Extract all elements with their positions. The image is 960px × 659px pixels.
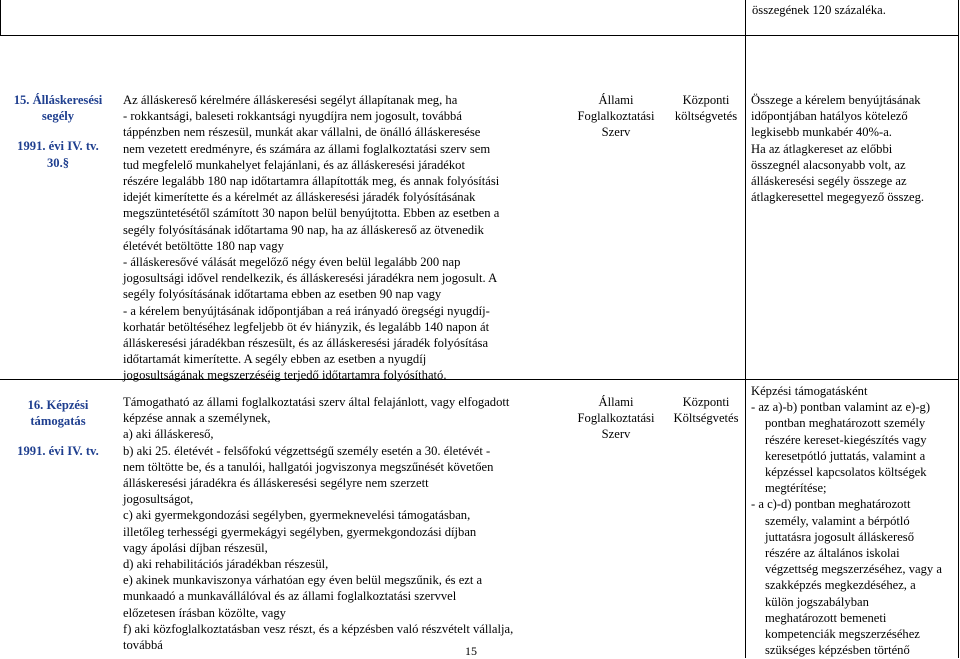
authority-line2: Foglalkoztatási: [577, 411, 655, 426]
description-line: Támogatható az állami foglalkoztatási szerv által felajánlott, vagy elfogadott: [123, 395, 510, 409]
description-line: időtartamát kimerítette. A segély ebben az esetben a nyugdíj: [123, 352, 427, 367]
row-16-amount: [751, 383, 955, 658]
row-16-description: [123, 394, 559, 653]
amount-line: időpontjában hatályos kötelező: [751, 109, 908, 124]
description-line: d) aki rehabilitációs járadékban részesül,: [123, 557, 329, 572]
amount-line: megtérítése;: [765, 481, 827, 496]
description-line: - rokkantsági, baleseti rokkantsági nyugdíjra nem jogosult, továbbá: [123, 109, 462, 124]
description-line: nem vezetett eredményre, és számára az állami foglalkoztatási szerv sem: [123, 141, 491, 156]
description-line: álláskeresési járadékban részesült, és az álláskeresési járadék folyósítása: [123, 336, 489, 351]
description-line: segély folyósításának időtartama 90 nap, ha az álláskereső az ötvenedik: [123, 222, 484, 237]
amount-line: legkisebb munkabér 40%-a.: [751, 125, 892, 140]
amount-line: összegnél alacsonyabb volt, az: [751, 157, 906, 172]
description-line: előzetesen írásban közölte, vagy: [123, 605, 286, 620]
row-15-law-line1: 1991. évi IV. tv.: [17, 139, 99, 154]
row-16-title-cell: [4, 397, 112, 460]
row-16-title-line2: támogatás: [30, 414, 86, 429]
row-15-title-cell: [4, 92, 112, 171]
authority-line3: Szerv: [601, 125, 631, 140]
amount-line: részére az általános iskolai: [765, 546, 900, 561]
amount-line: - a c)-d) pontban meghatározott: [751, 497, 911, 512]
description-line: tud megfelelő munkahelyet felajánlani, és az álláskeresési járadékot: [123, 157, 465, 172]
amount-line: Képzési támogatásként: [751, 384, 868, 398]
table-vertical-line-3: [958, 0, 959, 658]
description-line: jogosultságának megszerzéséig terjedő időtartamra folyósítható.: [123, 368, 447, 383]
amount-line: képzéssel kapcsolatos költségek: [765, 465, 927, 480]
row-15-amount: [751, 92, 951, 205]
amount-line: álláskeresési segély összege az: [751, 174, 907, 189]
description-line: továbbá: [123, 638, 163, 653]
amount-line: szükséges képzésben történő: [765, 643, 910, 658]
description-line: jogosultságot,: [123, 492, 194, 507]
amount-line: pontban meghatározott személy: [765, 416, 926, 431]
description-line: - álláskeresővé válását megelőző négy éven belül legalább 200 nap: [123, 255, 461, 270]
amount-line: - az a)-b) pontban valamint az e)-g): [751, 400, 931, 415]
description-line: idejét kimerítette és a kérelmét az álláskeresési járadék folyósításának: [123, 190, 476, 205]
description-line: segély folyósításának időtartama ebben az esetben 90 nap vagy: [123, 287, 442, 302]
description-line: c) aki gyermekgondozási segélyben, gyermeknevelési támogatásban,: [123, 508, 471, 523]
row-15-funding: [666, 92, 746, 124]
description-line: Az álláskereső kérelmére álláskeresési segélyt állapítanak meg, ha: [123, 93, 458, 107]
description-line: - a kérelem benyújtásának időpontjában a reá irányadó öregségi nyugdíj-: [123, 303, 490, 318]
row-15-authority: [556, 92, 676, 141]
description-line: életévét betöltötte 180 nap vagy: [123, 238, 284, 253]
amount-line: végzettség megszerzéséhez, vagy a: [765, 562, 942, 577]
funding-line1: Központi: [682, 395, 730, 409]
authority-line1: Állami: [598, 395, 634, 409]
row-15-law-line2: 30.§: [46, 155, 70, 170]
row-16-funding: [666, 394, 746, 426]
amount-line: kompetenciák megszerzéséhez: [765, 627, 920, 642]
amount-line: Összege a kérelem benyújtásának: [751, 93, 921, 107]
description-line: megszüntetésétől számított 30 napon belül benyújtotta. Ebben az esetben a: [123, 206, 500, 221]
description-line: b) aki 25. életévét - felsőfokú végzettségű személy esetén a 30. életévét -: [123, 443, 491, 458]
amount-line: átlagkeresettel megegyező összeg.: [751, 190, 925, 205]
description-line: vagy ápolási díjban részesül,: [123, 540, 268, 555]
description-line: illetőleg terhességi gyermekágyi segélyben, gyermekgondozási díjban: [123, 524, 477, 539]
description-line: f) aki közfoglalkoztatásban vesz részt, és a képzésben való részvételt vállalja,: [123, 621, 514, 636]
amount-line: Ha az átlagkereset az előbbi: [751, 141, 893, 156]
authority-line2: Foglalkoztatási: [577, 109, 655, 124]
page-number: 15: [465, 644, 477, 658]
row-15-title-line2: segély: [41, 109, 75, 124]
amount-line: külön jogszabályban: [765, 594, 869, 609]
amount-line: részére kereset-kiegészítés vagy: [765, 432, 927, 447]
description-line: jogosultsági idővel rendelkezik, és álláskeresési járadékra nem jogosult. A: [123, 271, 498, 286]
funding-line2: költségvetés: [674, 109, 738, 124]
description-line: korhatár betöltéséhez legfeljebb öt év hiányzik, és legalább 140 napon át: [123, 319, 490, 334]
amount-line: személy, valamint a bérpótló: [765, 513, 910, 528]
description-line: képzése annak a személynek,: [123, 411, 271, 426]
description-line: álláskeresési járadékra és álláskeresési segélyre nem szerzett: [123, 476, 429, 491]
description-line: a) aki álláskereső,: [123, 427, 214, 442]
row-16-title-line1: 16. Képzési: [27, 398, 89, 412]
row-15-description: [123, 92, 559, 384]
row-16-authority: [556, 394, 676, 443]
description-line: e) akinek munkaviszonya várhatóan egy éven belül megszűnik, és ezt a: [123, 573, 483, 588]
amount-line: keresetpótló juttatás, valamint a: [765, 448, 926, 463]
table-vertical-line-1: [0, 0, 1, 36]
row-15-title-line1: 15. Álláskeresési: [13, 93, 103, 107]
authority-line3: Szerv: [601, 427, 631, 442]
description-line: részére legalább 180 nap időtartamra állapították meg, és annak folyósítási: [123, 174, 500, 189]
authority-line1: Állami: [598, 93, 634, 107]
table-horizontal-line-1: [0, 35, 959, 36]
description-line: munkaadó a munkavállálóval és az állami foglalkoztatási szervvel: [123, 589, 457, 604]
amount-line: juttatásra jogosult álláskereső: [765, 529, 914, 544]
amount-line: meghatározott bemeneti: [765, 610, 887, 625]
top-row-col5-text: összegének 120 százaléka.: [752, 3, 886, 17]
description-line: táppénzben nem részesül, munkát akar vállalni, de önálló álláskeresése: [123, 125, 481, 140]
funding-line1: Központi: [682, 93, 730, 107]
row-16-law-line1: 1991. évi IV. tv.: [17, 444, 99, 459]
description-line: nem töltötte be, és a tanulói, hallgatói jogviszonya megszűnését követően: [123, 459, 494, 474]
amount-line: szakképzés megkezdéséhez, a: [765, 578, 916, 593]
funding-line2: Költségvetés: [673, 411, 739, 426]
